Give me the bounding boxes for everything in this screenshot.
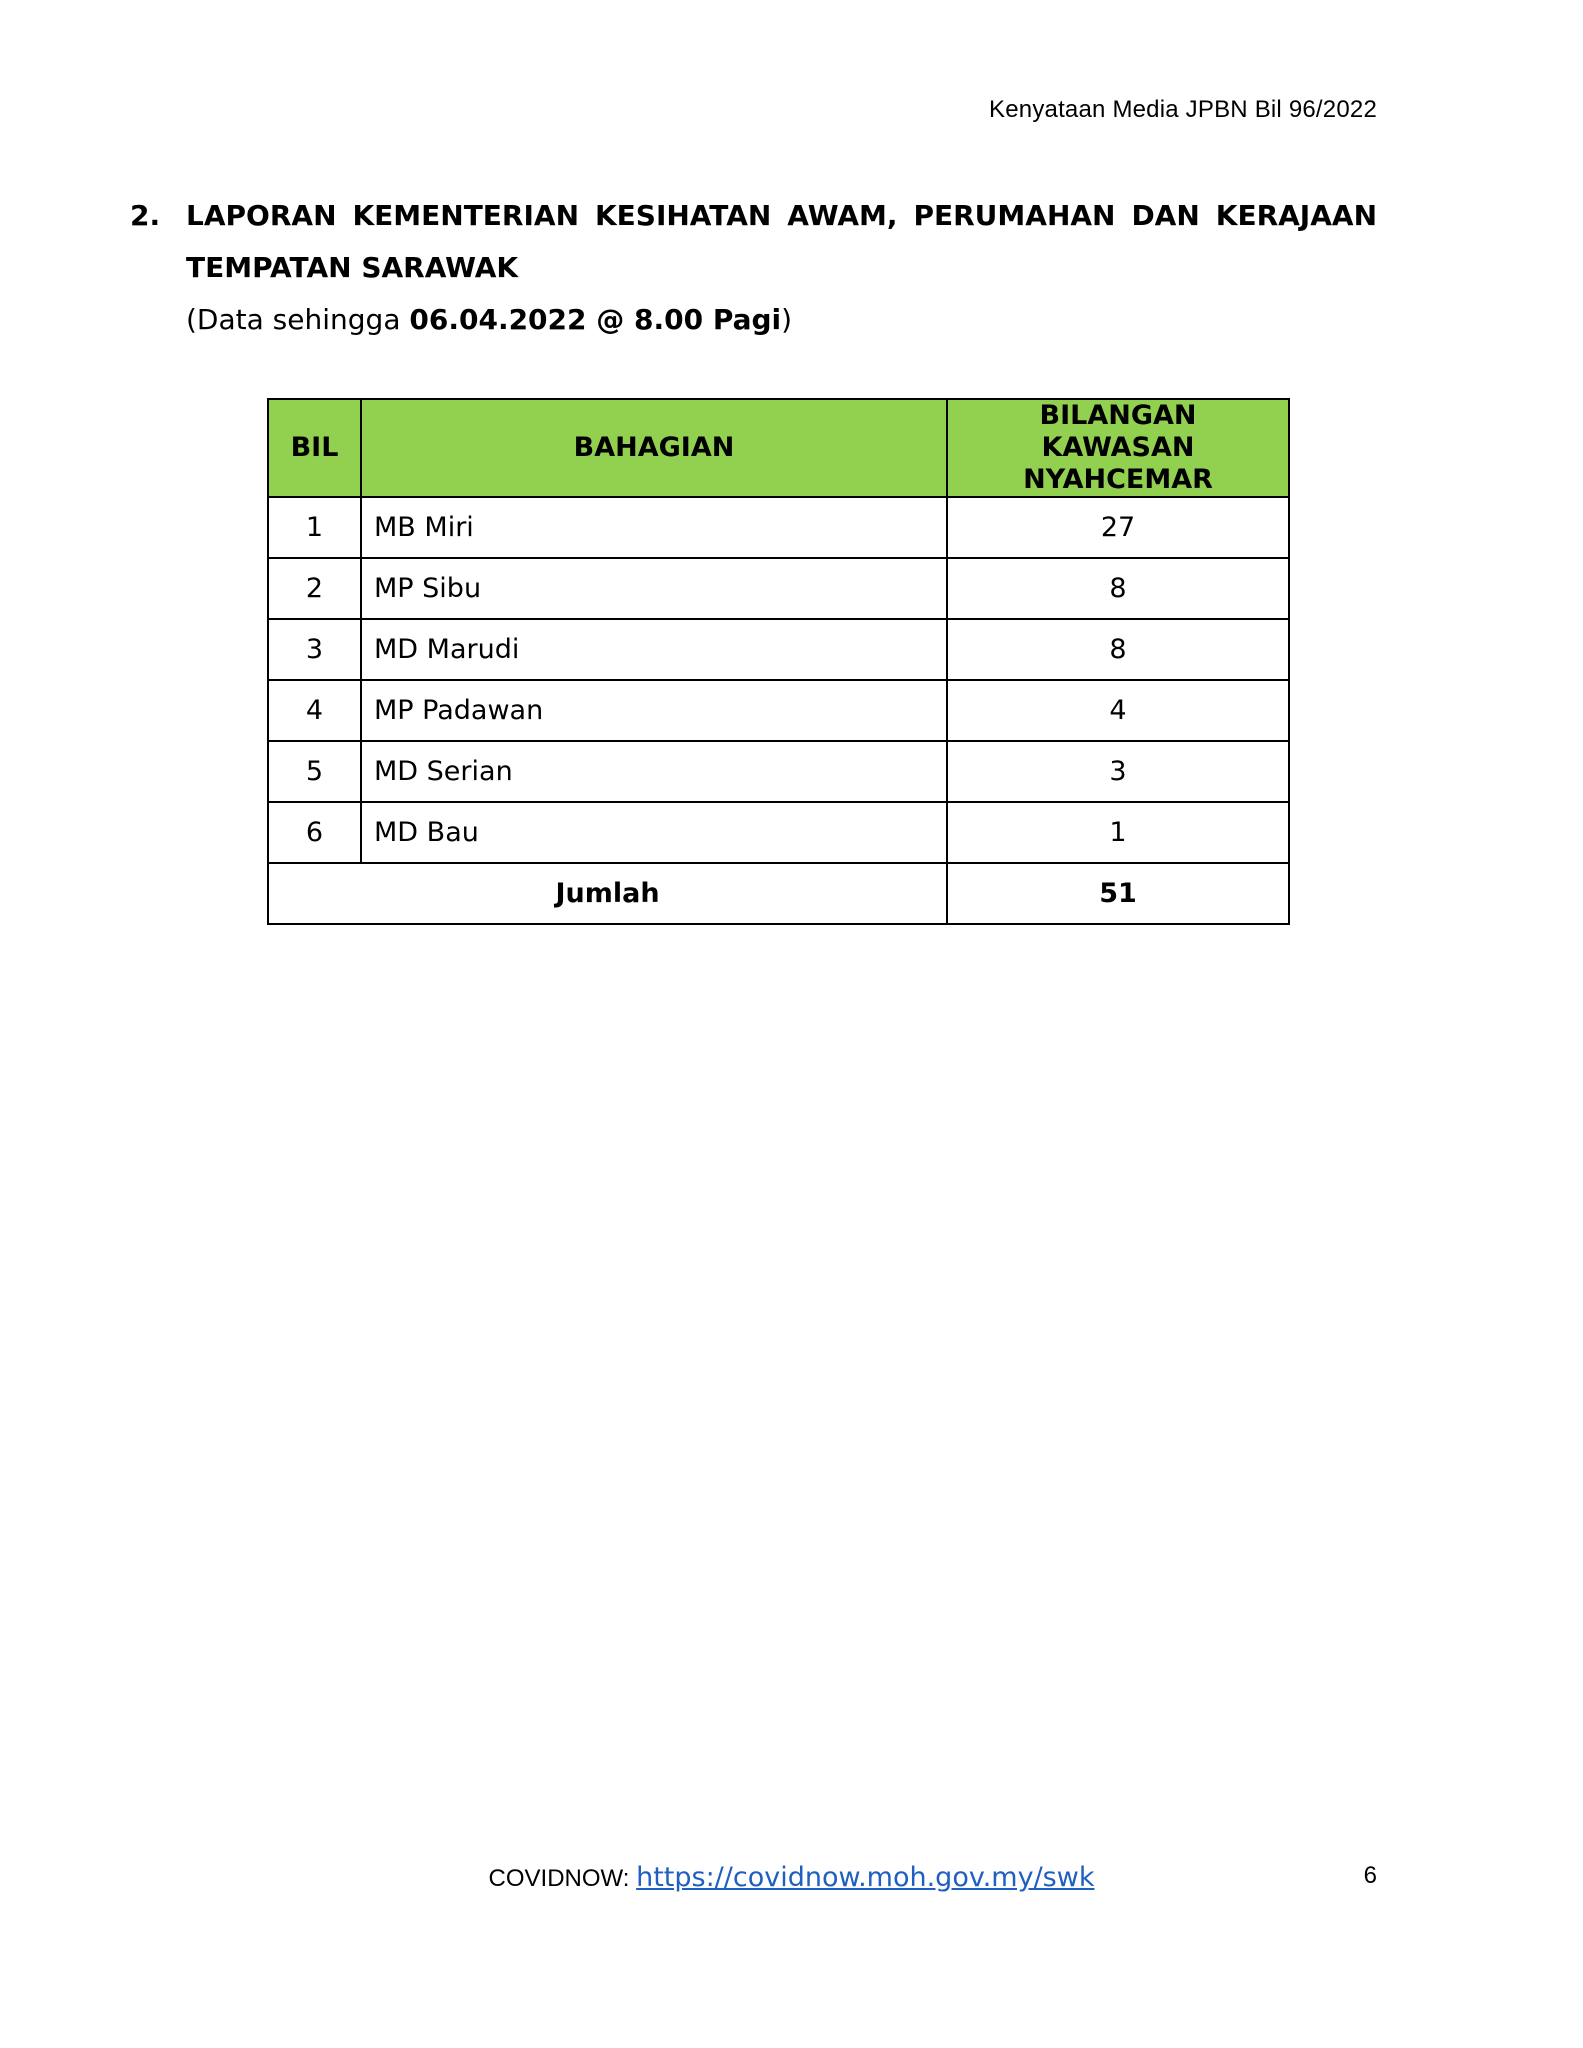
cell-bil: 6 — [268, 802, 361, 863]
cell-bil: 1 — [268, 497, 361, 558]
data-note-prefix: (Data sehingga — [186, 303, 410, 336]
cell-bahagian: MD Bau — [361, 802, 947, 863]
cell-bilangan: 3 — [947, 741, 1289, 802]
data-note-date: 06.04.2022 @ 8.00 Pagi — [409, 303, 782, 336]
cell-bil: 5 — [268, 741, 361, 802]
cell-bahagian: MP Padawan — [361, 680, 947, 741]
header-bil: BIL — [268, 399, 361, 497]
footer-prefix: COVIDNOW: — [488, 1865, 637, 1892]
header-bilangan — [947, 399, 1289, 497]
page-number: 6 — [1363, 1862, 1377, 1889]
title-word: KERAJAAN — [1215, 199, 1377, 232]
cell-bahagian: MD Marudi — [361, 619, 947, 680]
title-word: KESIHATAN — [594, 199, 772, 232]
section — [130, 190, 1377, 346]
section-heading — [130, 190, 1377, 294]
title-word: LAPORAN — [186, 199, 337, 232]
table-header-row — [268, 399, 1289, 497]
cell-bil: 3 — [268, 619, 361, 680]
cell-bahagian: MP Sibu — [361, 558, 947, 619]
header-bilangan-line2: NYAHCEMAR — [1023, 464, 1213, 495]
cell-bilangan: 8 — [947, 619, 1289, 680]
covidnow-link[interactable]: https://covidnow.moh.gov.my/swk — [636, 1862, 1095, 1893]
title-word: AWAM, — [787, 199, 898, 232]
section-number: 2. — [130, 199, 161, 232]
table-row — [268, 802, 1289, 863]
cell-bil: 2 — [268, 558, 361, 619]
footer — [0, 1862, 1583, 1893]
title-word: PERUMAHAN — [913, 199, 1116, 232]
section-title-line2: TEMPATAN SARAWAK — [186, 251, 519, 284]
table-total-row — [268, 863, 1289, 924]
table-row — [268, 619, 1289, 680]
cell-bilangan: 27 — [947, 497, 1289, 558]
title-word: DAN — [1131, 199, 1200, 232]
cell-bilangan: 1 — [947, 802, 1289, 863]
title-word: KEMENTERIAN — [352, 199, 580, 232]
table-row — [268, 741, 1289, 802]
data-note — [186, 294, 1377, 346]
section-title — [186, 190, 1377, 294]
page-header: Kenyataan Media JPBN Bil 96/2022 — [989, 96, 1377, 123]
cell-bilangan: 8 — [947, 558, 1289, 619]
header-bahagian: BAHAGIAN — [361, 399, 947, 497]
cell-bahagian: MB Miri — [361, 497, 947, 558]
data-note-suffix: ) — [781, 303, 793, 336]
cell-bil: 4 — [268, 680, 361, 741]
table-row — [268, 497, 1289, 558]
table-row — [268, 680, 1289, 741]
section-title-line1 — [186, 190, 1377, 242]
table-row — [268, 558, 1289, 619]
cell-bahagian: MD Serian — [361, 741, 947, 802]
total-value: 51 — [947, 863, 1289, 924]
total-label: Jumlah — [268, 863, 947, 924]
cell-bilangan: 4 — [947, 680, 1289, 741]
report-table — [267, 398, 1290, 925]
header-bilangan-line1: BILANGAN KAWASAN — [1039, 400, 1197, 463]
